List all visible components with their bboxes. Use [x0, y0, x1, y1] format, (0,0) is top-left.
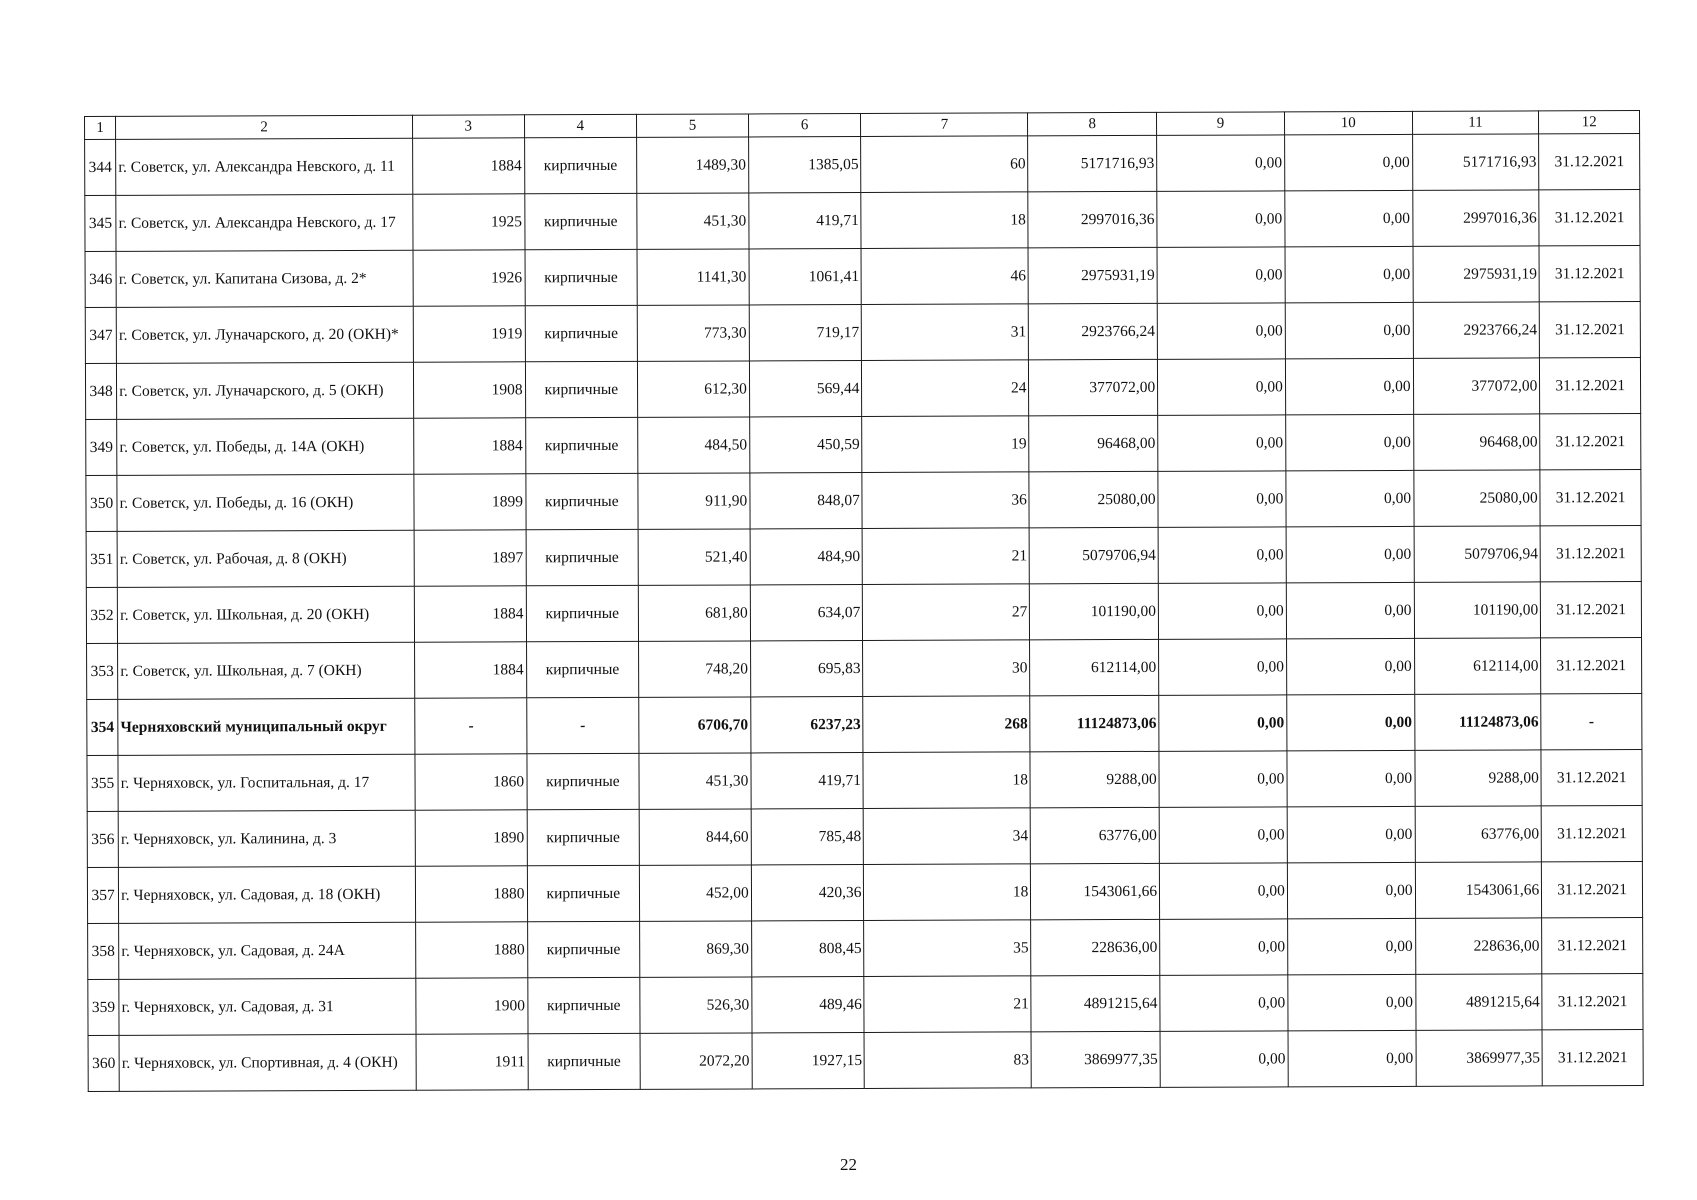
- column-number: 11: [1412, 111, 1539, 134]
- col5-cell: 681,80: [638, 585, 750, 641]
- col11-cell: 63776,00: [1415, 806, 1542, 862]
- col11-cell: 3869977,35: [1416, 1030, 1543, 1086]
- year-cell: 1919: [413, 306, 525, 362]
- col6-cell: 1927,15: [752, 1033, 865, 1089]
- row-number: 351: [86, 531, 117, 587]
- col11-cell: 1543061,66: [1415, 862, 1542, 918]
- col5-cell: 484,50: [638, 417, 750, 473]
- col10-cell: 0,00: [1288, 1030, 1416, 1086]
- row-number: 359: [88, 979, 119, 1035]
- col8-cell: 5171716,93: [1028, 135, 1157, 191]
- col5-cell: 452,00: [640, 865, 752, 921]
- col6-cell: 1385,05: [748, 137, 861, 193]
- col7-cell: 46: [861, 248, 1028, 305]
- column-number: 9: [1157, 112, 1285, 135]
- address-cell: Черняховский муниципальный округ: [118, 698, 415, 755]
- col11-cell: 377072,00: [1413, 358, 1540, 414]
- col9-cell: 0,00: [1160, 1031, 1288, 1087]
- col5-cell: 1141,30: [637, 249, 749, 305]
- col5-cell: 844,60: [639, 809, 751, 865]
- col11-cell: 2997016,36: [1412, 190, 1539, 246]
- col5-cell: 748,20: [639, 641, 751, 697]
- row-number: 344: [85, 139, 116, 195]
- column-number: 8: [1028, 112, 1157, 135]
- wall-material-cell: кирпичные: [525, 305, 638, 361]
- row-number: 349: [86, 419, 117, 475]
- date-cell: -: [1541, 694, 1642, 750]
- col10-cell: 0,00: [1288, 974, 1416, 1030]
- col11-cell: 5079706,94: [1414, 526, 1541, 582]
- table-row: [85, 302, 1640, 364]
- col7-cell: 60: [861, 136, 1028, 193]
- table-row: [87, 806, 1642, 868]
- table-row: [86, 470, 1641, 532]
- col9-cell: 0,00: [1160, 975, 1288, 1031]
- wall-material-cell: кирпичные: [525, 361, 638, 417]
- column-number: 1: [85, 116, 116, 139]
- col8-cell: 4891215,64: [1031, 975, 1160, 1031]
- row-number: 355: [87, 755, 118, 811]
- col8-cell: 11124873,06: [1030, 695, 1159, 751]
- col7-cell: 19: [862, 416, 1029, 473]
- col5-cell: 521,40: [638, 529, 750, 585]
- col8-cell: 25080,00: [1029, 471, 1158, 527]
- date-cell: 31.12.2021: [1541, 638, 1642, 694]
- column-number: 10: [1284, 111, 1412, 134]
- wall-material-cell: кирпичные: [525, 249, 638, 305]
- wall-material-cell: кирпичные: [526, 641, 639, 697]
- table-sheet: [84, 110, 1644, 1092]
- date-cell: 31.12.2021: [1541, 582, 1642, 638]
- col10-cell: 0,00: [1287, 862, 1415, 918]
- date-cell: 31.12.2021: [1541, 806, 1642, 862]
- table-row: [85, 190, 1640, 252]
- wall-material-cell: -: [526, 697, 639, 753]
- col6-cell: 1061,41: [749, 249, 862, 305]
- wall-material-cell: кирпичные: [525, 417, 638, 473]
- col11-cell: 25080,00: [1413, 470, 1540, 526]
- row-number: 346: [85, 251, 116, 307]
- address-cell: г. Советск, ул. Школьная, д. 20 (ОКН): [117, 586, 414, 643]
- col10-cell: 0,00: [1286, 414, 1414, 470]
- col10-cell: 0,00: [1286, 582, 1414, 638]
- page-number: 22: [840, 1155, 857, 1174]
- year-cell: 1890: [415, 810, 527, 866]
- col7-cell: 21: [863, 528, 1030, 585]
- wall-material-cell: кирпичные: [526, 585, 639, 641]
- col9-cell: 0,00: [1158, 471, 1286, 527]
- address-cell: г. Советск, ул. Луначарского, д. 20 (ОКН)*: [116, 306, 413, 363]
- col9-cell: 0,00: [1157, 247, 1285, 303]
- date-cell: 31.12.2021: [1542, 974, 1643, 1030]
- year-cell: 1884: [414, 642, 526, 698]
- col7-cell: 83: [864, 1032, 1031, 1089]
- col8-cell: 612114,00: [1030, 639, 1159, 695]
- address-cell: г. Черняховск, ул. Спортивная, д. 4 (ОКН): [119, 1034, 416, 1091]
- row-number: 356: [87, 811, 118, 867]
- address-cell: г. Советск, ул. Победы, д. 14А (ОКН): [117, 418, 414, 475]
- year-cell: 1880: [415, 922, 527, 978]
- row-number: 358: [88, 923, 119, 979]
- col6-cell: 484,90: [750, 529, 863, 585]
- col8-cell: 1543061,66: [1031, 863, 1160, 919]
- year-cell: 1860: [415, 754, 527, 810]
- col6-cell: 695,83: [750, 641, 863, 697]
- year-cell: 1925: [413, 194, 525, 250]
- row-number: 347: [85, 307, 116, 363]
- wall-material-cell: кирпичные: [524, 137, 637, 193]
- col5-cell: 612,30: [638, 361, 750, 417]
- table-row: [86, 526, 1641, 588]
- table-row: [87, 638, 1642, 700]
- row-number: 352: [86, 587, 117, 643]
- row-number: 350: [86, 475, 117, 531]
- col11-cell: 2923766,24: [1413, 302, 1540, 358]
- col7-cell: 21: [864, 976, 1031, 1033]
- date-cell: 31.12.2021: [1542, 1030, 1643, 1086]
- col11-cell: 96468,00: [1413, 414, 1540, 470]
- col8-cell: 9288,00: [1030, 751, 1159, 807]
- col5-cell: 451,30: [637, 193, 749, 249]
- wall-material-cell: кирпичные: [527, 921, 640, 977]
- col5-cell: 451,30: [639, 753, 751, 809]
- date-cell: 31.12.2021: [1540, 358, 1641, 414]
- col8-cell: 5079706,94: [1029, 527, 1158, 583]
- col9-cell: 0,00: [1158, 527, 1286, 583]
- address-cell: г. Черняховск, ул. Госпитальная, д. 17: [118, 754, 415, 811]
- table-row: [88, 918, 1643, 980]
- col9-cell: 0,00: [1157, 303, 1285, 359]
- col6-cell: 719,17: [749, 305, 862, 361]
- col6-cell: 634,07: [750, 585, 863, 641]
- col9-cell: 0,00: [1159, 695, 1287, 751]
- col7-cell: 30: [863, 640, 1030, 697]
- col11-cell: 5171716,93: [1412, 134, 1539, 190]
- date-cell: 31.12.2021: [1540, 470, 1641, 526]
- column-number: 7: [861, 113, 1028, 137]
- row-number: 354: [87, 699, 118, 755]
- col8-cell: 2975931,19: [1028, 247, 1157, 303]
- col10-cell: 0,00: [1287, 694, 1415, 750]
- date-cell: 31.12.2021: [1542, 862, 1643, 918]
- wall-material-cell: кирпичные: [527, 809, 640, 865]
- col9-cell: 0,00: [1159, 751, 1287, 807]
- col5-cell: 6706,70: [639, 697, 751, 753]
- address-cell: г. Черняховск, ул. Садовая, д. 24А: [119, 922, 416, 979]
- col8-cell: 377072,00: [1029, 359, 1158, 415]
- address-cell: г. Черняховск, ул. Садовая, д. 18 (ОКН): [119, 866, 416, 923]
- year-cell: 1911: [416, 1034, 528, 1090]
- col9-cell: 0,00: [1159, 807, 1287, 863]
- year-cell: 1884: [412, 138, 524, 194]
- address-cell: г. Черняховск, ул. Садовая, д. 31: [119, 978, 416, 1035]
- col8-cell: 96468,00: [1029, 415, 1158, 471]
- col10-cell: 0,00: [1285, 358, 1413, 414]
- col7-cell: 34: [864, 808, 1031, 865]
- address-cell: г. Советск, ул. Луначарского, д. 5 (ОКН): [117, 362, 414, 419]
- col9-cell: 0,00: [1157, 191, 1285, 247]
- column-number: 4: [524, 114, 637, 137]
- col11-cell: 228636,00: [1415, 918, 1542, 974]
- col9-cell: 0,00: [1158, 415, 1286, 471]
- table-row: [88, 974, 1643, 1036]
- col8-cell: 2997016,36: [1028, 191, 1157, 247]
- year-cell: 1880: [415, 866, 527, 922]
- year-cell: 1884: [414, 418, 526, 474]
- table-row: [87, 862, 1642, 924]
- address-cell: г. Советск, ул. Капитана Сизова, д. 2*: [116, 250, 413, 307]
- table-row: [86, 414, 1641, 476]
- wall-material-cell: кирпичные: [527, 865, 640, 921]
- col7-cell: 24: [862, 360, 1029, 417]
- col9-cell: 0,00: [1159, 639, 1287, 695]
- wall-material-cell: кирпичные: [528, 1033, 641, 1089]
- date-cell: 31.12.2021: [1539, 134, 1640, 190]
- year-cell: 1884: [414, 586, 526, 642]
- column-number: 5: [637, 114, 749, 137]
- col6-cell: 419,71: [749, 193, 862, 249]
- date-cell: 31.12.2021: [1540, 302, 1641, 358]
- register-table: [84, 110, 1644, 1092]
- column-number: 6: [748, 114, 861, 137]
- col6-cell: 489,46: [752, 977, 865, 1033]
- col10-cell: 0,00: [1287, 806, 1415, 862]
- wall-material-cell: кирпичные: [527, 977, 640, 1033]
- col5-cell: 911,90: [638, 473, 750, 529]
- col9-cell: 0,00: [1160, 863, 1288, 919]
- col5-cell: 1489,30: [637, 137, 749, 193]
- col6-cell: 785,48: [751, 809, 864, 865]
- year-cell: -: [415, 698, 527, 754]
- address-cell: г. Черняховск, ул. Калинина, д. 3: [118, 810, 415, 867]
- col11-cell: 9288,00: [1415, 750, 1542, 806]
- year-cell: 1899: [414, 474, 526, 530]
- wall-material-cell: кирпичные: [525, 473, 638, 529]
- col7-cell: 18: [863, 752, 1030, 809]
- col5-cell: 869,30: [640, 921, 752, 977]
- table-body: [85, 111, 1644, 1092]
- col6-cell: 419,71: [751, 753, 864, 809]
- col6-cell: 808,45: [751, 921, 864, 977]
- date-cell: 31.12.2021: [1540, 526, 1641, 582]
- col7-cell: 31: [862, 304, 1029, 361]
- table-row: [85, 358, 1640, 420]
- col7-cell: 36: [862, 472, 1029, 529]
- col11-cell: 11124873,06: [1414, 694, 1541, 750]
- year-cell: 1926: [413, 250, 525, 306]
- col8-cell: 3869977,35: [1031, 1031, 1160, 1087]
- col7-cell: 18: [861, 192, 1028, 249]
- col10-cell: 0,00: [1287, 750, 1415, 806]
- col10-cell: 0,00: [1286, 526, 1414, 582]
- col6-cell: 569,44: [749, 361, 862, 417]
- col10-cell: 0,00: [1285, 246, 1413, 302]
- col9-cell: 0,00: [1158, 359, 1286, 415]
- column-number: 12: [1539, 111, 1640, 134]
- row-number: 345: [85, 195, 116, 251]
- column-number: 3: [412, 115, 524, 138]
- address-cell: г. Советск, ул. Школьная, д. 7 (ОКН): [118, 642, 415, 699]
- col9-cell: 0,00: [1157, 135, 1285, 191]
- col10-cell: 0,00: [1284, 134, 1412, 190]
- date-cell: 31.12.2021: [1539, 246, 1640, 302]
- subtotal-row: [87, 694, 1642, 756]
- date-cell: 31.12.2021: [1541, 750, 1642, 806]
- row-number: 357: [87, 867, 118, 923]
- col8-cell: 63776,00: [1031, 807, 1160, 863]
- year-cell: 1897: [414, 530, 526, 586]
- col8-cell: 2923766,24: [1029, 303, 1158, 359]
- col9-cell: 0,00: [1158, 583, 1286, 639]
- row-number: 353: [87, 643, 118, 699]
- col5-cell: 526,30: [640, 977, 752, 1033]
- col8-cell: 101190,00: [1030, 583, 1159, 639]
- date-cell: 31.12.2021: [1542, 918, 1643, 974]
- table-row: [88, 1030, 1643, 1092]
- col7-cell: 35: [864, 920, 1031, 977]
- year-cell: 1908: [413, 362, 525, 418]
- row-number: 360: [88, 1035, 119, 1091]
- date-cell: 31.12.2021: [1539, 190, 1640, 246]
- col11-cell: 101190,00: [1414, 582, 1541, 638]
- col10-cell: 0,00: [1286, 470, 1414, 526]
- col7-cell: 27: [863, 584, 1030, 641]
- col11-cell: 4891215,64: [1415, 974, 1542, 1030]
- col10-cell: 0,00: [1287, 918, 1415, 974]
- col6-cell: 848,07: [750, 473, 863, 529]
- col5-cell: 2072,20: [640, 1033, 752, 1089]
- col10-cell: 0,00: [1285, 302, 1413, 358]
- row-number: 348: [85, 363, 116, 419]
- col10-cell: 0,00: [1286, 638, 1414, 694]
- col9-cell: 0,00: [1160, 919, 1288, 975]
- address-cell: г. Советск, ул. Александра Невского, д. 11: [116, 138, 413, 195]
- col8-cell: 228636,00: [1031, 919, 1160, 975]
- col6-cell: 450,59: [749, 417, 862, 473]
- table-row: [87, 750, 1642, 812]
- col6-cell: 420,36: [751, 865, 864, 921]
- col11-cell: 2975931,19: [1413, 246, 1540, 302]
- wall-material-cell: кирпичные: [526, 529, 639, 585]
- address-cell: г. Советск, ул. Победы, д. 16 (ОКН): [117, 474, 414, 531]
- col10-cell: 0,00: [1285, 190, 1413, 246]
- col6-cell: 6237,23: [751, 697, 864, 753]
- col11-cell: 612114,00: [1414, 638, 1541, 694]
- table-row: [85, 134, 1640, 196]
- address-cell: г. Советск, ул. Рабочая, д. 8 (ОКН): [117, 530, 414, 587]
- column-number: 2: [116, 115, 413, 139]
- table-row: [86, 582, 1641, 644]
- wall-material-cell: кирпичные: [524, 193, 637, 249]
- date-cell: 31.12.2021: [1540, 414, 1641, 470]
- col7-cell: 18: [864, 864, 1031, 921]
- col7-cell: 268: [863, 696, 1030, 753]
- year-cell: 1900: [416, 978, 528, 1034]
- col5-cell: 773,30: [637, 305, 749, 361]
- address-cell: г. Советск, ул. Александра Невского, д. 17: [116, 194, 413, 251]
- wall-material-cell: кирпичные: [526, 753, 639, 809]
- table-row: [85, 246, 1640, 308]
